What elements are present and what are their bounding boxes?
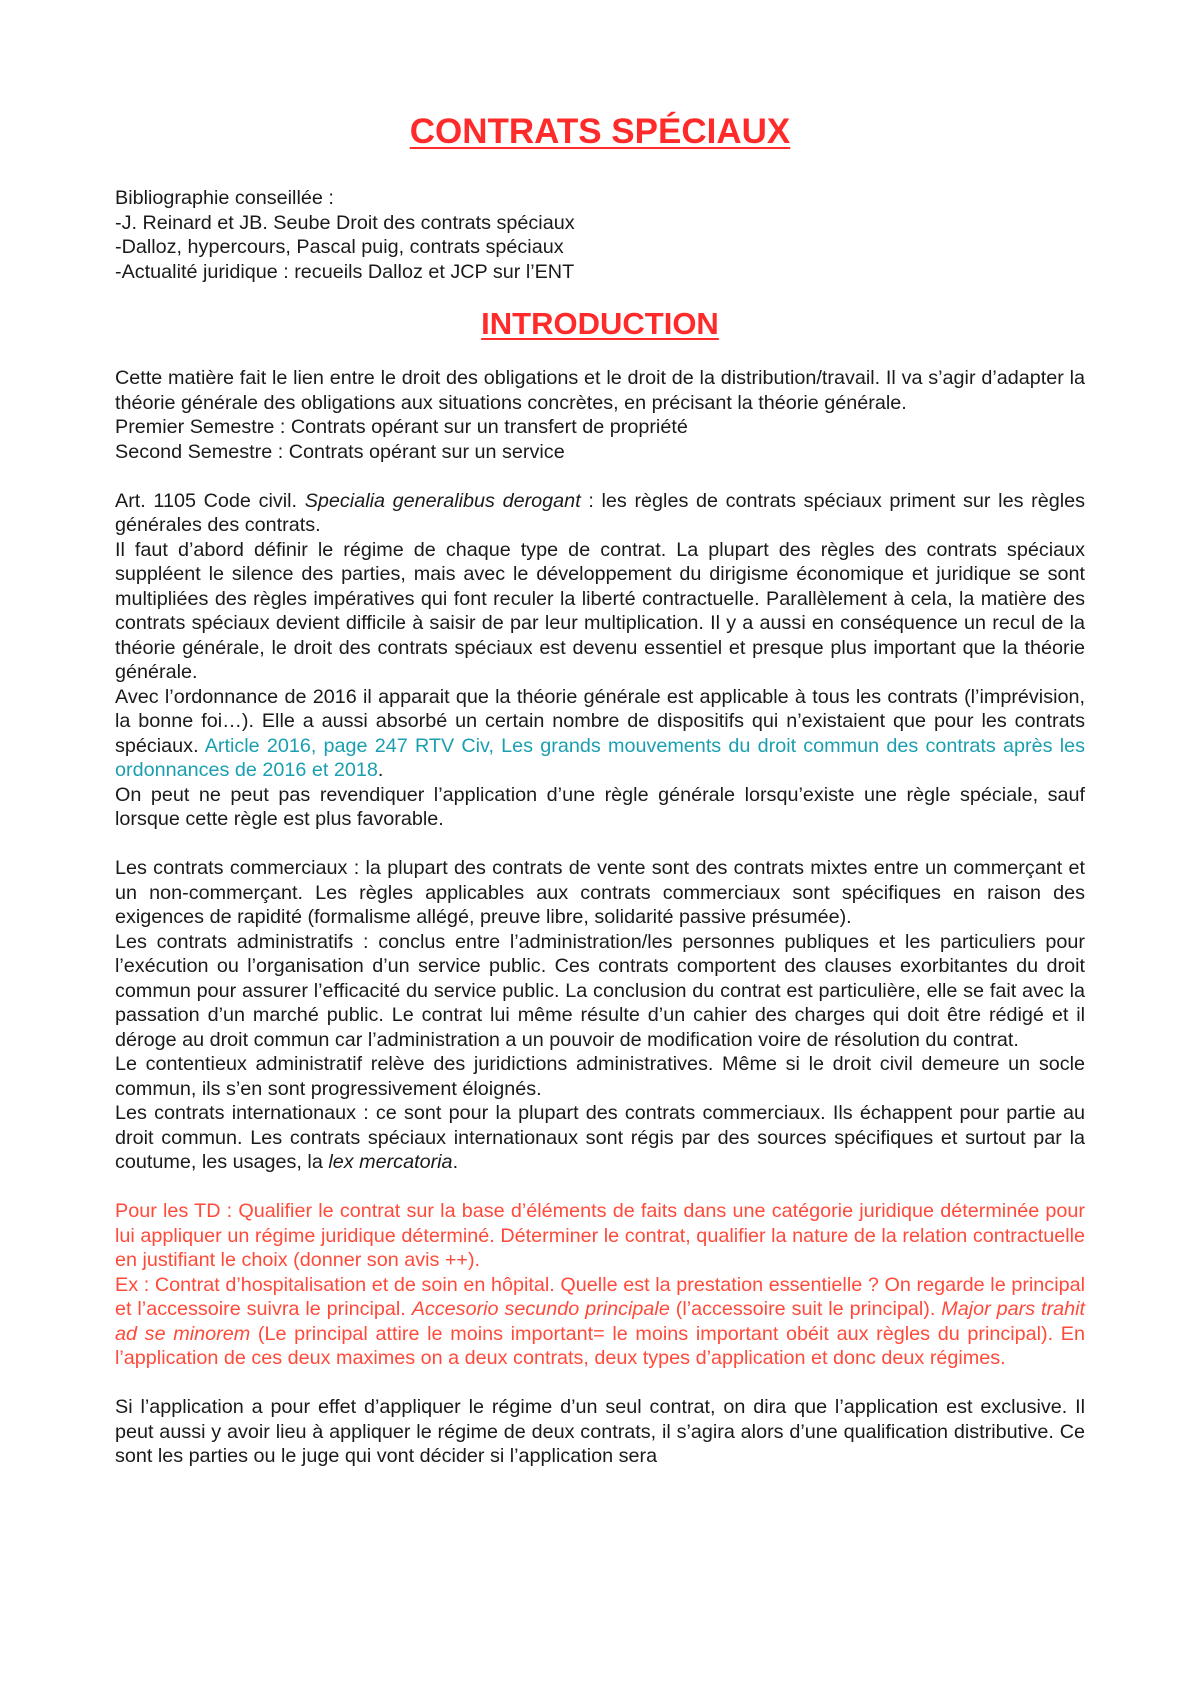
bibliography-item: -Dalloz, hypercours, Pascal puig, contrats spéciaux — [115, 236, 564, 258]
paragraph-gap — [115, 1175, 1085, 1200]
reference-link[interactable]: Article 2016, page 247 RTV Civ, Les grands mouvements du droit commun des contrats après les ordonnances de 2016 et 2018 — [115, 734, 1085, 781]
body-text: (l’accessoire suit le principal). — [669, 1298, 942, 1320]
paragraph-gap — [115, 1371, 1085, 1396]
body-text: Ex : Contrat d’hospitalisation et de soin en hôpital. Quelle est la prestation essentielle ? On regarde le principal et l’accessoire suivra le principal. — [115, 1273, 1085, 1320]
body-paragraph: Il faut d’abord définir le régime de chaque type de contrat. La plupart des règles des contrats spéciaux suppléent le silence des parties, mais avec le développement du dirigisme économique et juridique se sont multipliées des règles impératives qui font reculer la liberté contractuelle. Parallèlement à cela, la matière des contrats spéciaux devient difficile à saisir de par leur multiplication. Il y a aussi en conséquence un recul de la théorie générale, le droit des contrats spéciaux est devenu essentiel et presque plus important que la théorie générale. — [115, 538, 1085, 683]
article-lead: Art. 1105 Code civil. — [115, 489, 305, 512]
body-text: Avec l’ordonnance de 2016 il apparait que la théorie générale est applicable à tous les contrats (l’imprévision, la bonne foi…). Elle a aussi absorbé un certain nombre de dispositifs qui n’existaient que pour les contrats spéciaux. — [115, 685, 1085, 757]
latin-term: lex mercatoria — [328, 1151, 453, 1173]
td-example-paragraph — [115, 1273, 1085, 1371]
bibliography-heading: Bibliographie conseillée : — [115, 187, 334, 209]
body-paragraph: On peut ne peut pas revendiquer l’application d’une règle générale lorsqu’existe une règle spéciale, sauf lorsque cette règle est plus favorable. — [115, 783, 1085, 830]
paragraph-gap — [115, 832, 1085, 857]
intro-paragraph: Cette matière fait le lien entre le droit des obligations et le droit de la distribution/travail. Il va s’agir d’adapter la théorie générale des obligations aux situations concrètes, en précisant la théorie générale. — [115, 367, 1085, 414]
paragraph-gap — [115, 464, 1085, 489]
latin-maxim: Specialia generalibus derogant — [304, 489, 581, 512]
body-paragraph — [115, 685, 1085, 783]
bibliography — [115, 186, 1085, 284]
document-title: CONTRATS SPÉCIAUX — [409, 112, 791, 151]
section-title: INTRODUCTION — [481, 306, 719, 341]
international-contracts-paragraph — [115, 1101, 1085, 1175]
litigation-paragraph: Le contentieux administratif relève des juridictions administratives. Même si le droit civil demeure un socle commun, ils s’en sont progressivement éloignés. — [115, 1053, 1085, 1100]
administrative-contracts-paragraph: Les contrats administratifs : conclus entre l’administration/les personnes publiques et les particuliers pour l’exécution ou l’organisation d’un service public. Ces contrats comportent des clauses exorbitantes du droit commun pour assurer l’efficacité du service public. La conclusion du contrat est particulière, elle se fait avec la passation d’un marché public. Le contrat lui même résulte d’un cahier des charges qui doit être rédigé et il déroge au droit commun car l’administration a un pouvoir de modification voire de résolution du contrat. — [115, 930, 1085, 1051]
article-rest: : les règles de contrats spéciaux priment sur les règles générales des contrats. — [115, 489, 1085, 536]
latin-maxim: Accesorio secundo principale — [411, 1298, 670, 1320]
article-paragraph — [115, 489, 1085, 538]
body-text: Les contrats internationaux : ce sont pour la plupart des contrats commerciaux. Ils échappent pour partie au droit commun. Les contrats spéciaux internationaux sont régis par des sources spécifiques et surtout par la coutume, les usages, la — [115, 1102, 1085, 1173]
body-text: . — [452, 1151, 459, 1173]
body-text: (Le principal attire le moins important= le moins important obéit aux règles du principal). En l’application de ces deux maximes on a deux contrats, deux types d’application et donc deux régimes. — [115, 1322, 1085, 1369]
latin-maxim: Major pars trahit ad se minorem — [115, 1298, 1085, 1345]
bibliography-item: -Actualité juridique : recueils Dalloz et JCP sur l’ENT — [115, 260, 575, 283]
bibliography-item: -J. Reinard et JB. Seube Droit des contrats spéciaux — [115, 211, 575, 234]
closing-paragraph: Si l’application a pour effet d’appliquer le régime d’un seul contrat, on dira que l’application est exclusive. Il peut aussi y avoir lieu à appliquer le régime de deux contrats, il s’agira alors d’une qualification distributive. Ce sont les parties ou le juge qui vont décider si l’application sera — [115, 1396, 1085, 1467]
semester-line: Second Semestre : Contrats opérant sur un service — [115, 440, 565, 463]
commercial-contracts-paragraph: Les contrats commerciaux : la plupart des contrats de vente sont des contrats mixtes entre un commerçant et un non-commerçant. Les règles applicables aux contrats commerciaux sont spécifiques en raison des exigences de rapidité (formalisme allégé, preuve libre, solidarité passive présumée). — [115, 857, 1085, 928]
semester-line: Premier Semestre : Contrats opérant sur un transfert de propriété — [115, 416, 688, 438]
body-text: . — [377, 759, 384, 781]
td-note-paragraph: Pour les TD : Qualifier le contrat sur la base d’éléments de faits dans une catégorie juridique déterminée pour lui appliquer un régime juridique déterminé. Déterminer le contrat, qualifier la nature de la relation contractuelle en justifiant le choix (donner son avis ++). — [115, 1200, 1085, 1271]
